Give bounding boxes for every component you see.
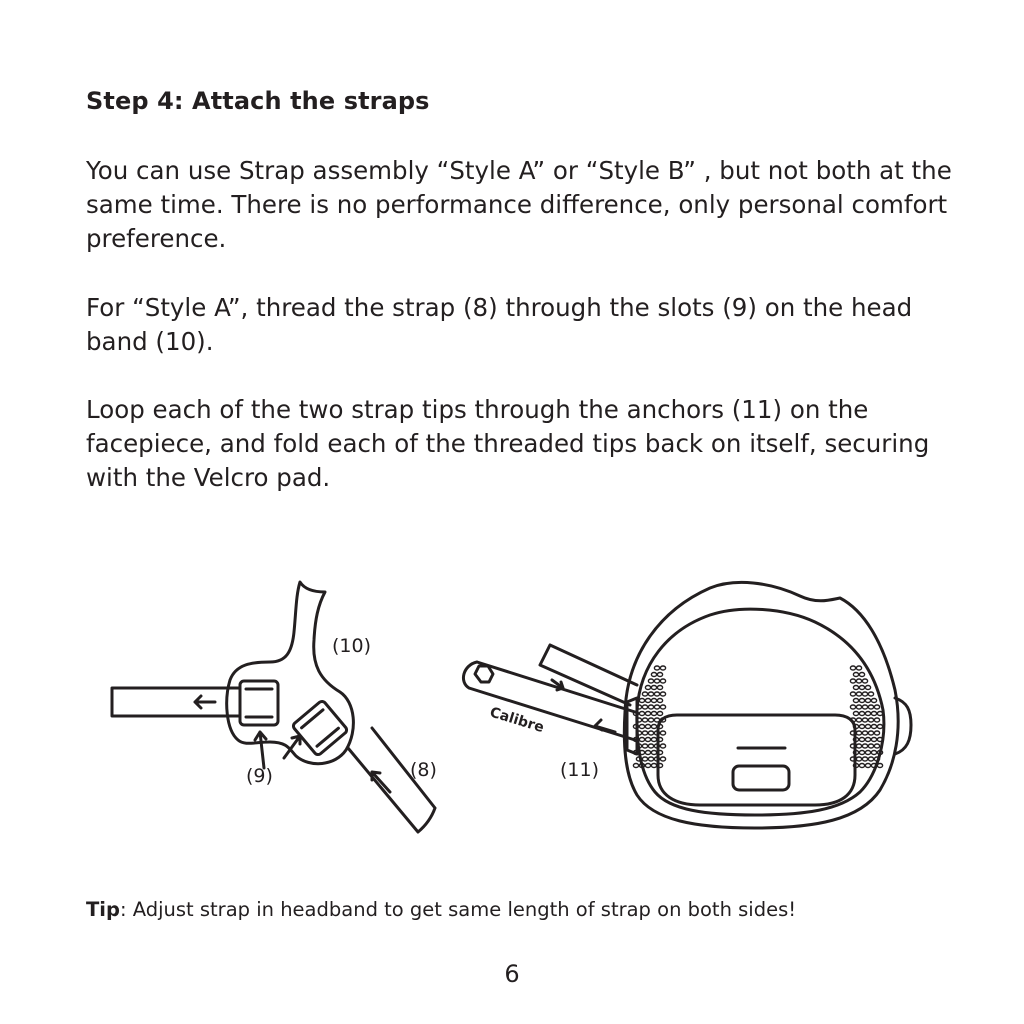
mesh-dot [639, 699, 644, 703]
mesh-dot [862, 744, 867, 748]
mesh-dot [859, 686, 864, 690]
mesh-dot [642, 731, 647, 735]
mesh-dot [660, 679, 665, 683]
mesh-dot [856, 718, 861, 722]
mesh-dot [657, 673, 662, 677]
mesh-dot [859, 712, 864, 716]
tip-text: : Adjust strap in headband to get same length of strap on both sides! [119, 898, 797, 921]
mesh-dot [871, 725, 876, 729]
mesh-dot [657, 699, 662, 703]
mesh-dot [648, 757, 653, 761]
mesh-dot [877, 764, 882, 768]
mesh-dot [642, 692, 647, 696]
mesh-dot [651, 751, 656, 755]
mesh-dot [856, 692, 861, 696]
valve-button [733, 766, 789, 790]
mesh-dot [874, 731, 879, 735]
mesh-dot [862, 692, 867, 696]
mesh-dot [639, 725, 644, 729]
mesh-dot [871, 751, 876, 755]
mesh-dot [660, 666, 665, 670]
mesh-dot [645, 738, 650, 742]
mesh-dot [642, 718, 647, 722]
mesh-dot [856, 744, 861, 748]
mesh-dot [865, 751, 870, 755]
mesh-dot [862, 705, 867, 709]
mesh-dot [865, 725, 870, 729]
mesh-dot [859, 751, 864, 755]
mesh-dot [874, 705, 879, 709]
mesh-dot [850, 692, 855, 696]
step-heading: Step 4: Attach the straps [86, 87, 430, 115]
mesh-dot [856, 705, 861, 709]
paragraph-style-a: For “Style A”, thread the strap (8) through the slots (9) on the head band (10). [86, 293, 913, 356]
mesh-dot [868, 692, 873, 696]
mesh-dot [850, 666, 855, 670]
mesh-dot [850, 679, 855, 683]
mesh-dot [868, 744, 873, 748]
mesh-dot [651, 686, 656, 690]
mesh-dot [639, 712, 644, 716]
mesh-dot [862, 679, 867, 683]
mesh-dot [660, 692, 665, 696]
mesh-dot [648, 679, 653, 683]
tip-label: Tip [86, 898, 120, 921]
mesh-dot [648, 692, 653, 696]
mesh-dot [859, 699, 864, 703]
mesh-dot [859, 764, 864, 768]
mesh-dot [853, 699, 858, 703]
mesh-dot [865, 764, 870, 768]
page-number: 6 [504, 960, 520, 988]
mesh-dot [651, 764, 656, 768]
headband-outline [227, 582, 354, 764]
paragraph-style-choice: You can use Strap assembly “Style A” or “Style B” , but not both at the same time. There is no performance difference, only personal comfort preference. [86, 156, 952, 253]
mesh-dot [660, 744, 665, 748]
arrow-slot-9a [255, 732, 266, 768]
mesh-dot [856, 731, 861, 735]
mesh-dot [862, 731, 867, 735]
mesh-dot [642, 757, 647, 761]
mesh-dot [865, 686, 870, 690]
mesh-dot [660, 705, 665, 709]
mesh-dot [877, 725, 882, 729]
mesh-dot [651, 699, 656, 703]
facepiece-anchor-illustration [455, 570, 935, 850]
mesh-dot [865, 699, 870, 703]
mesh-dot [642, 744, 647, 748]
mesh-dot [657, 712, 662, 716]
mesh-dot [654, 718, 659, 722]
mesh-dot [868, 731, 873, 735]
mesh-dot [654, 692, 659, 696]
mesh-dot [642, 705, 647, 709]
mesh-dot [654, 705, 659, 709]
mesh-dot [645, 751, 650, 755]
arrow-left [195, 696, 215, 708]
mesh-dot [645, 712, 650, 716]
mesh-dot [856, 666, 861, 670]
mesh-dot [859, 673, 864, 677]
mesh-dot [651, 738, 656, 742]
mesh-dot [645, 764, 650, 768]
mesh-dot [871, 712, 876, 716]
strap-brand: Calibre [487, 704, 546, 737]
mesh-dot [877, 712, 882, 716]
mesh-dot [645, 699, 650, 703]
mesh-dot [639, 738, 644, 742]
mesh-dot [645, 725, 650, 729]
mesh-dot [651, 673, 656, 677]
headband-slots-illustration [100, 570, 450, 850]
mesh-dot [874, 744, 879, 748]
label-headband: (10) [332, 635, 372, 657]
mesh-dot [648, 718, 653, 722]
label-strap: (8) [410, 759, 437, 781]
label-slots: (9) [246, 765, 273, 787]
mesh-dot [660, 731, 665, 735]
mesh-dot [648, 705, 653, 709]
paragraph-loop-tips: Loop each of the two strap tips through the anchors (11) on the facepiece, and fold each of the threaded tips back on itself, securing with the Velcro pad. [86, 395, 930, 492]
mesh-dot [853, 673, 858, 677]
mesh-dot [865, 712, 870, 716]
mesh-dot [853, 686, 858, 690]
mesh-dot [868, 718, 873, 722]
mesh-dot [654, 666, 659, 670]
mesh-dot [853, 712, 858, 716]
mesh-dot [859, 725, 864, 729]
mesh-dot [859, 738, 864, 742]
mesh-dot [654, 679, 659, 683]
mesh-dot [862, 718, 867, 722]
mesh-dot [645, 686, 650, 690]
arrow-strap-b [595, 720, 615, 732]
mesh-dot [856, 679, 861, 683]
mesh-dot [660, 757, 665, 761]
brand-logo-icon [475, 666, 493, 682]
mesh-dot [651, 712, 656, 716]
mesh-dot [648, 744, 653, 748]
mesh-dot [868, 705, 873, 709]
strap-left [112, 688, 240, 716]
label-anchor: (11) [560, 759, 600, 781]
mesh-dot [868, 757, 873, 761]
mesh-dot [633, 764, 638, 768]
mesh-dot [657, 686, 662, 690]
mesh-dot [874, 718, 879, 722]
mesh-dot [862, 757, 867, 761]
mesh-dot [648, 731, 653, 735]
mesh-dot [865, 738, 870, 742]
mesh-dot [871, 699, 876, 703]
mesh-dot [850, 705, 855, 709]
mesh-dot [651, 725, 656, 729]
mesh-dot [871, 738, 876, 742]
tip-line [86, 898, 796, 921]
anchor-left [627, 698, 637, 754]
mesh-dot [856, 757, 861, 761]
